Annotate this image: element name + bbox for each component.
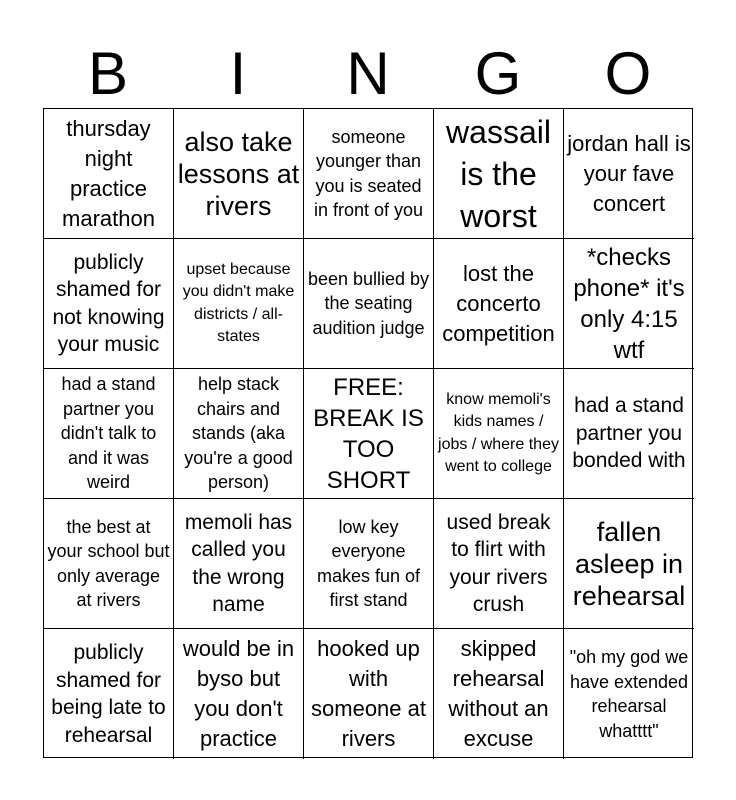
cell-text: publicly shamed for not knowing your music (52, 250, 165, 356)
bingo-cell[interactable] (174, 239, 304, 369)
bingo-cell[interactable] (434, 369, 564, 499)
bingo-cell[interactable] (174, 109, 304, 239)
cell-text: hooked up with someone at rivers (311, 636, 426, 751)
cell-text: jordan hall is your fave concert (567, 130, 691, 216)
bingo-cell[interactable] (564, 499, 694, 629)
bingo-cell[interactable] (44, 109, 174, 239)
cell-text: publicly shamed for being late to rehearsal (51, 641, 166, 747)
cell-text: low key everyone makes fun of first stand (316, 516, 421, 610)
header-letter-n: N (346, 40, 390, 107)
header-letter-g: G (474, 40, 522, 107)
cell-text: fallen asleep in rehearsal (572, 516, 686, 611)
header-letter-o: O (604, 40, 652, 107)
bingo-cell[interactable] (44, 239, 174, 369)
bingo-cell[interactable] (44, 629, 174, 759)
cell-text: "oh my god we have extended rehearsal whatttt" (569, 647, 689, 741)
cell-text: been bullied by the seating audition judge (307, 268, 430, 338)
cell-text: had a stand partner you didn't talk to and it was weird (60, 374, 157, 493)
cell-text: someone younger than you is seated in front of you (313, 126, 424, 220)
cell-text: would be in byso but you don't practice (182, 636, 295, 751)
bingo-header (43, 40, 693, 108)
header-letter-i: I (229, 40, 247, 107)
cell-text: help stack chairs and stands (aka you're a good person) (184, 374, 293, 493)
cell-text: used break to flirt with your rivers crush (446, 510, 551, 616)
bingo-cell[interactable] (174, 499, 304, 629)
cell-text: lost the concerto competition (442, 260, 555, 346)
cell-text: *checks phone* it's only 4:15 wtf (573, 243, 685, 364)
bingo-cell[interactable] (564, 109, 694, 239)
cell-text: skipped rehearsal without an excuse (448, 636, 549, 751)
bingo-cell[interactable] (434, 499, 564, 629)
bingo-cell[interactable] (174, 369, 304, 499)
bingo-cell[interactable] (44, 369, 174, 499)
bingo-cell[interactable] (434, 629, 564, 759)
bingo-cell[interactable] (564, 369, 694, 499)
bingo-cell[interactable] (304, 239, 434, 369)
bingo-cell[interactable] (434, 109, 564, 239)
bingo-board (43, 108, 693, 758)
cell-text: also take lessons at rivers (177, 126, 300, 221)
header-letter-b: B (87, 40, 129, 107)
bingo-cell[interactable] (564, 239, 694, 369)
bingo-cell[interactable] (44, 499, 174, 629)
cell-text: had a stand partner you bonded with (572, 394, 686, 473)
bingo-cell[interactable] (304, 629, 434, 759)
cell-text: upset because you didn't make districts / all-states (182, 260, 295, 345)
cell-text: wassail is the worst (446, 113, 551, 234)
cell-text: the best at your school but only average at rivers (47, 516, 170, 610)
bingo-cell[interactable] (304, 109, 434, 239)
bingo-cell[interactable] (174, 629, 304, 759)
free-space-text: FREE: BREAK IS TOO SHORT (313, 373, 424, 494)
cell-text: memoli has called you the wrong name (184, 510, 293, 616)
free-space-cell[interactable] (304, 369, 434, 499)
bingo-cell[interactable] (564, 629, 694, 759)
bingo-cell[interactable] (304, 499, 434, 629)
bingo-cell[interactable] (434, 239, 564, 369)
cell-text: know memoli's kids names / jobs / where they went to college (438, 390, 559, 475)
cell-text: thursday night practice marathon (62, 115, 155, 231)
